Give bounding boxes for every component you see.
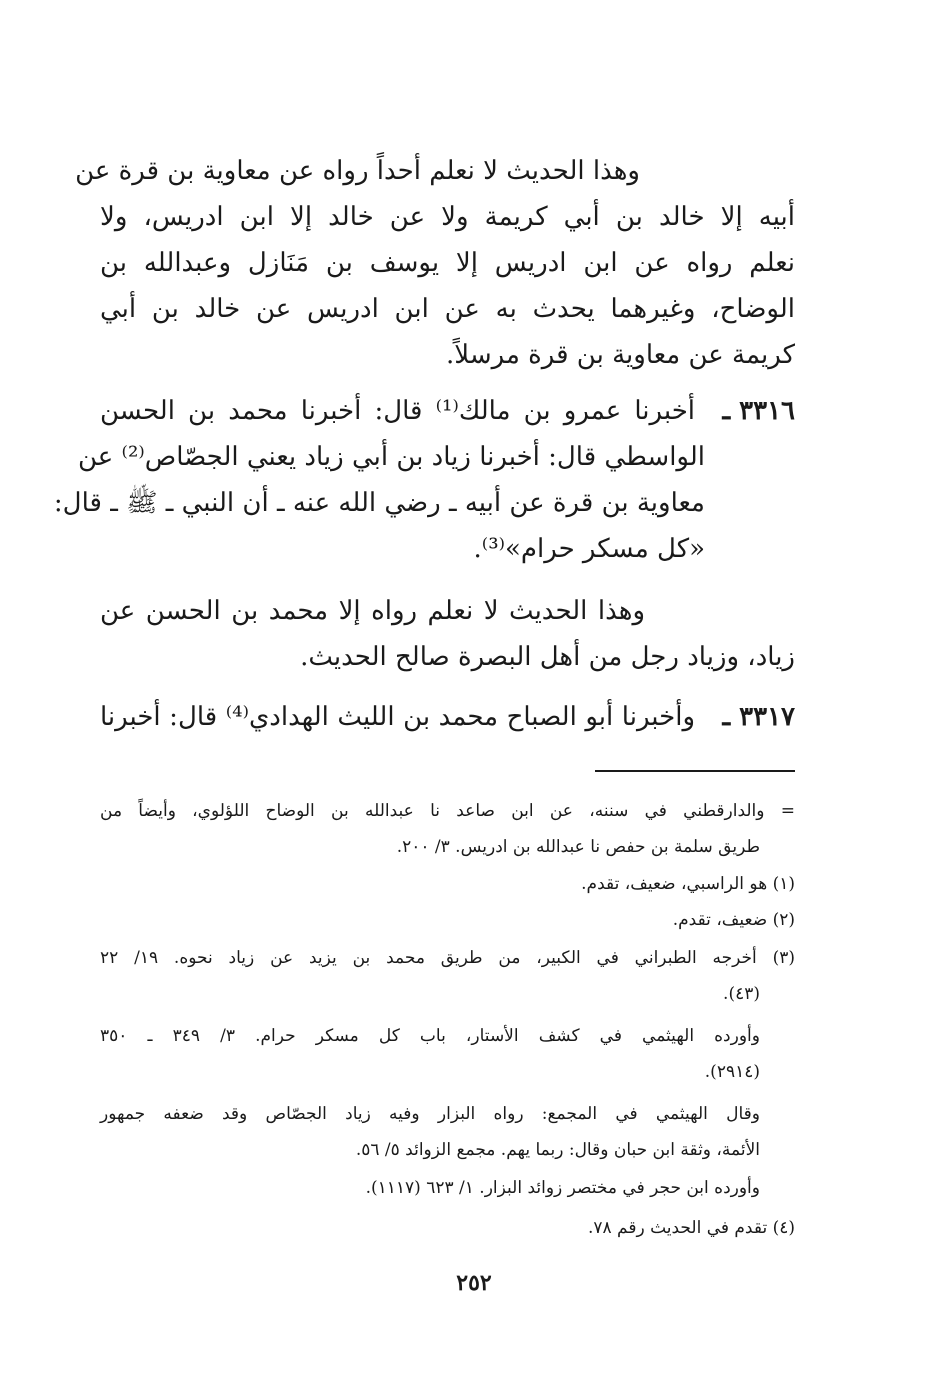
para1-line-1: وهذا الحديث لا نعلم أحداً رواه عن معاوية بن قرة عن bbox=[75, 156, 640, 186]
hadith-3317-number: ٣٣١٧ ـ bbox=[722, 702, 795, 732]
footnote-3-line-3: وأورده الهيثمي في كشف الأستار، باب كل مسكر حرام. ٣/ ٣٤٩ ـ ٣٥٠ bbox=[100, 1026, 760, 1046]
footnote-continuation-line-2: طريق سلمة بن حفص نا عبدالله بن ادريس. ٣/ ٢٠٠. bbox=[396, 837, 760, 857]
hadith-3316-number: ٣٣١٦ ـ bbox=[722, 396, 795, 426]
footnote-separator bbox=[595, 770, 795, 772]
footnote-3-line-5: وقال الهيثمي في المجمع: رواه البزار وفيه زياد الجصّاص وقد ضعفه جمهور bbox=[100, 1104, 760, 1124]
para1-line-4: الوضاح، وغيرهما يحدث به عن ابن ادريس عن خالد بن أبي bbox=[100, 294, 795, 324]
hadith-3317-line-1: وأخبرنا أبو الصباح محمد بن الليث الهدادي⁽⁴⁾ قال: أخبرنا bbox=[100, 702, 695, 732]
footnote-3-line-6: الأئمة، وثقة ابن حبان وقال: ربما يهم. مجمع الزوائد ٥/ ٥٦. bbox=[355, 1140, 760, 1160]
para1-line-3: نعلم رواه عن ابن ادريس إلا يوسف بن مَنَازل وعبدالله بن bbox=[100, 248, 795, 278]
footnote-3-line-2: (٤٣). bbox=[723, 984, 760, 1004]
footnote-3-line-7: وأورده ابن حجر في مختصر زوائد البزار. ١/ ٦٢٣ (١١١٧). bbox=[365, 1178, 760, 1198]
hadith-3316-line-4: «كل مسكر حرام»⁽³⁾. bbox=[473, 534, 705, 564]
footnote-3-line-1: (٣) أخرجه الطبراني في الكبير، من طريق محمد بن يزيد عن زياد نحوه. ١٩/ ٢٢ bbox=[100, 948, 795, 968]
para1-line-2: أبيه إلا خالد بن أبي كريمة ولا عن خالد إلا ابن ادريس، ولا bbox=[100, 202, 795, 232]
footnote-1: (١) هو الراسبي، ضعيف، تقدم. bbox=[581, 874, 795, 894]
page-number: ٢٥٢ bbox=[456, 1270, 492, 1296]
footnote-3-line-4: (٢٩١٤). bbox=[704, 1062, 760, 1082]
hadith-3316-line-2: الواسطي قال: أخبرنا زياد بن أبي زياد يعني الجصّاص⁽²⁾ عن bbox=[77, 442, 705, 472]
footnote-4: (٤) تقدم في الحديث رقم ٧٨. bbox=[587, 1218, 795, 1238]
para2-line-1: وهذا الحديث لا نعلم رواه إلا محمد بن الحسن عن bbox=[100, 596, 645, 626]
footnote-2: (٢) ضعيف، تقدم. bbox=[672, 910, 795, 930]
hadith-3316-line-1: أخبرنا عمرو بن مالك⁽¹⁾ قال: أخبرنا محمد بن الحسن bbox=[100, 396, 696, 426]
para1-line-5: كريمة عن معاوية بن قرة مرسلاً. bbox=[446, 340, 795, 370]
para2-line-2: زياد، وزياد رجل من أهل البصرة صالح الحديث. bbox=[300, 642, 795, 672]
footnote-continuation-line-1: = والدارقطني في سننه، عن ابن صاعد نا عبدالله بن الوضاح اللؤلوي، وأيضاً من bbox=[100, 801, 795, 821]
hadith-3316-line-3: معاوية بن قرة عن أبيه ـ رضي الله عنه ـ أن النبي ـ ﷺ ـ قال: bbox=[53, 488, 705, 518]
